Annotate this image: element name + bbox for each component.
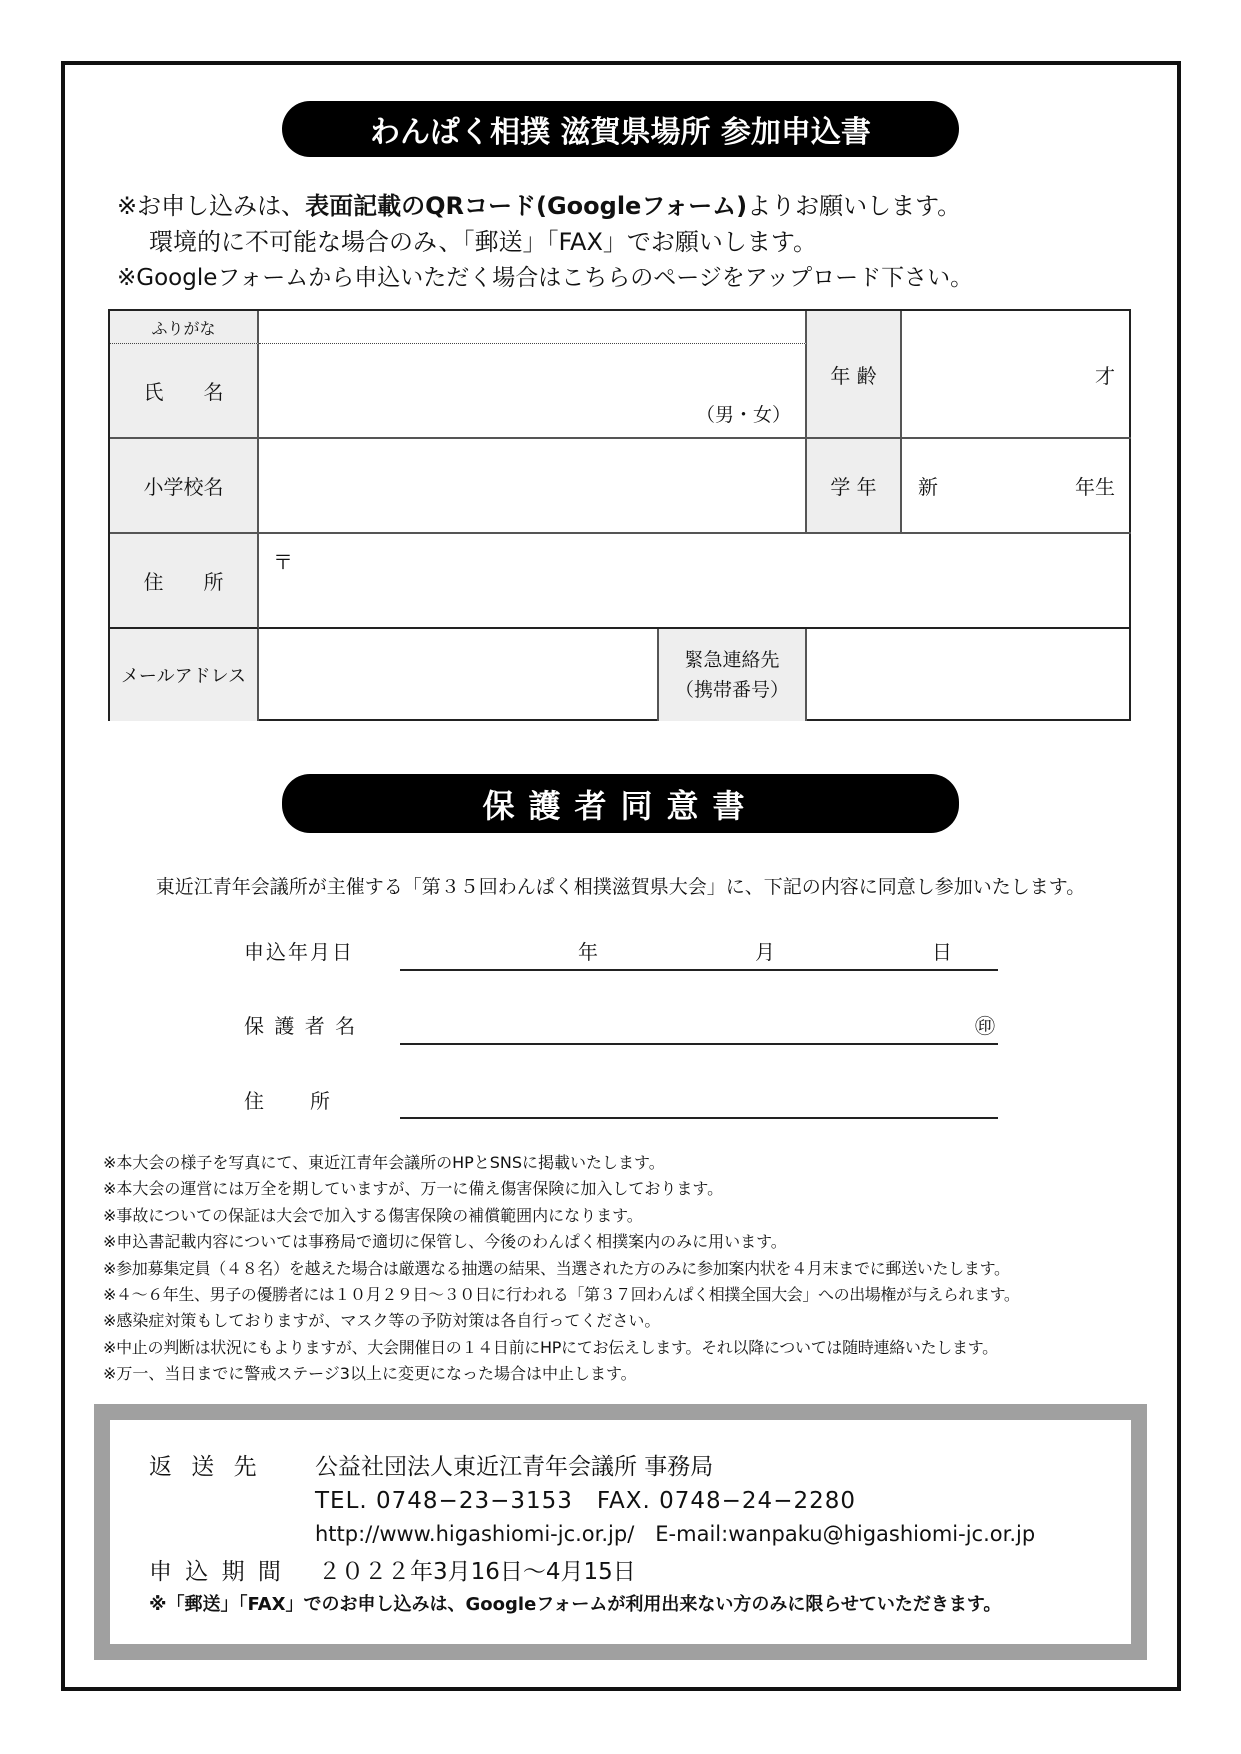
emergency-label-line1: 緊急連絡先 [684,649,780,671]
grade-field[interactable] [902,439,1131,534]
month-label: 月 [755,940,775,964]
footnote: ※参加募集定員（４８名）を越えた場合は厳選なる抽選の結果、当選された方のみに参加案内状を４月末までに郵送いたします。 [103,1259,1010,1278]
note-line-3: ※Googleフォームから申込いただく場合はこちらのページをアップロード下さい。 [117,265,974,291]
form-title: わんぱく相撲 滋賀県場所 参加申込書 [282,101,959,157]
guardian-label: 保 護 者 名 [244,1014,358,1038]
grade-suffix: 年生 [1075,475,1115,499]
emergency-label [659,629,807,721]
footnote: ※本大会の様子を写真にて、東近江青年会議所のHPとSNSに掲載いたします。 [103,1153,665,1172]
year-label: 年 [578,940,598,964]
age-unit: 才 [1095,363,1115,388]
email-label: メールアドレス [110,629,259,721]
day-label: 日 [932,940,952,964]
gender-option: （男・女） [695,404,791,426]
footnote: ※感染症対策もしておりますが、マスク等の予防対策は各自行ってください。 [103,1311,661,1330]
note-line-2: 環境的に不可能な場合のみ、「郵送」「FAX」でお願いします。 [149,228,817,256]
seal-icon: ㊞ [975,1014,995,1038]
guardian-address-field[interactable] [400,1117,998,1119]
return-label: 返 送 先 [149,1454,263,1480]
note-line-1 [117,186,961,221]
furigana-field[interactable] [259,311,807,344]
grade-label: 学 年 [807,439,902,534]
footnote: ※事故についての保証は大会で加入する傷害保険の補償範囲内になります。 [103,1206,643,1225]
address-label: 住 所 [110,534,259,629]
consent-text: 東近江青年会議所が主催する「第３５回わんぱく相撲滋賀県大会」に、下記の内容に同意し参加いたします。 [155,876,1086,898]
note-text: よりお願いします。 [747,192,962,220]
emergency-field[interactable] [807,629,1131,721]
guardian-address-label: 住 所 [244,1089,332,1113]
date-label: 申込年月日 [244,940,354,964]
furigana-label: ふりがな [110,311,259,344]
grade-prefix: 新 [918,475,938,499]
footnote: ※中止の判断は状況にもよりますが、大会開催日の１４日前にHPにてお伝えします。それ以降については随時連絡いたします。 [103,1338,998,1357]
school-label: 小学校名 [110,439,259,534]
name-label: 氏 名 [110,344,259,439]
consent-title: 保護者同意書 [282,774,959,833]
note-text: ※お申し込みは、 [117,192,306,220]
postal-mark: 〒 [273,550,293,574]
contact-web: http://www.higashiomi-jc.or.jp/ E-mail:wanpaku@higashiomi-jc.or.jp [315,1522,1036,1546]
address-field[interactable] [259,534,1131,629]
return-org: 公益社団法人東近江青年会議所 事務局 [315,1454,714,1480]
guardian-field[interactable] [400,1043,998,1045]
footnote: ※申込書記載内容については事務局で適切に保管し、今後のわんぱく相撲案内のみに用います。 [103,1232,787,1251]
name-field[interactable] [259,344,807,439]
period-label: 申 込 期 間 [149,1559,284,1585]
mail-fax-notice: ※「郵送」「FAX」でのお申し込みは、Googleフォームが利用出来ない方のみに限らせていただきます。 [149,1594,1002,1615]
age-label: 年 齢 [807,311,902,439]
note-emphasis: 表面記載のQRコード(Googleフォーム) [305,192,748,220]
contact-phone: TEL. 0748−23−3153 FAX. 0748−24−2280 [315,1488,856,1514]
footnote: ※万一、当日までに警戒ステージ3以上に変更になった場合は中止します。 [103,1364,637,1383]
age-field[interactable] [902,311,1131,439]
school-field[interactable] [259,439,807,534]
footnote: ※４～６年生、男子の優勝者には１０月２９日～３０日に行われる「第３７回わんぱく相撲全国大会」への出場権が与えられます。 [103,1285,1020,1304]
period-value: ２０２２年3月16日～4月15日 [318,1559,636,1585]
application-table [108,309,1131,721]
date-field[interactable] [400,969,998,971]
footnote: ※本大会の運営には万全を期していますが、万一に備え傷害保険に加入しております。 [103,1179,724,1198]
emergency-label-line2: （携帯番号） [674,679,789,701]
email-field[interactable] [259,629,659,721]
